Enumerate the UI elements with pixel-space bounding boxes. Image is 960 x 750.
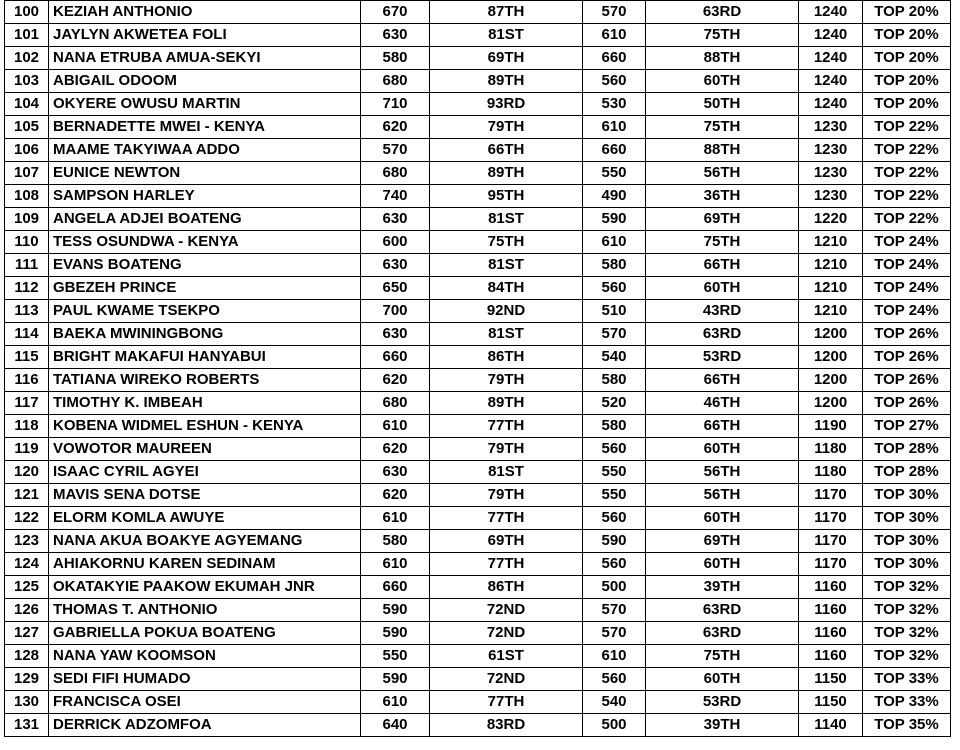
percentile-1-cell: 86TH <box>430 346 583 369</box>
total-score-cell: 1160 <box>799 576 863 599</box>
top-percent-cell: TOP 22% <box>863 208 951 231</box>
total-score-cell: 1240 <box>799 93 863 116</box>
rank-cell: 111 <box>5 254 49 277</box>
top-percent-cell: TOP 30% <box>863 507 951 530</box>
name-cell: BRIGHT MAKAFUI HANYABUI <box>49 346 361 369</box>
percentile-1-cell: 81ST <box>430 24 583 47</box>
table-row <box>5 139 951 162</box>
name-cell: TATIANA WIREKO ROBERTS <box>49 369 361 392</box>
score-1-cell: 630 <box>361 323 430 346</box>
score-1-cell: 610 <box>361 691 430 714</box>
score-1-cell: 620 <box>361 369 430 392</box>
name-cell: BERNADETTE MWEI - KENYA <box>49 116 361 139</box>
table-row <box>5 691 951 714</box>
name-cell: AHIAKORNU KAREN SEDINAM <box>49 553 361 576</box>
results-table <box>4 0 951 737</box>
rank-cell: 102 <box>5 47 49 70</box>
table-row <box>5 208 951 231</box>
total-score-cell: 1230 <box>799 162 863 185</box>
percentile-1-cell: 79TH <box>430 438 583 461</box>
rank-cell: 100 <box>5 1 49 24</box>
top-percent-cell: TOP 26% <box>863 323 951 346</box>
top-percent-cell: TOP 32% <box>863 645 951 668</box>
name-cell: GBEZEH PRINCE <box>49 277 361 300</box>
rank-cell: 103 <box>5 70 49 93</box>
table-row <box>5 116 951 139</box>
score-2-cell: 590 <box>583 208 646 231</box>
table-row <box>5 231 951 254</box>
name-cell: KOBENA WIDMEL ESHUN - KENYA <box>49 415 361 438</box>
name-cell: ISAAC CYRIL AGYEI <box>49 461 361 484</box>
name-cell: MAAME TAKYIWAA ADDO <box>49 139 361 162</box>
rank-cell: 117 <box>5 392 49 415</box>
score-1-cell: 590 <box>361 668 430 691</box>
score-2-cell: 540 <box>583 691 646 714</box>
percentile-1-cell: 81ST <box>430 208 583 231</box>
percentile-2-cell: 36TH <box>646 185 799 208</box>
score-2-cell: 570 <box>583 622 646 645</box>
top-percent-cell: TOP 20% <box>863 24 951 47</box>
total-score-cell: 1200 <box>799 369 863 392</box>
rank-cell: 113 <box>5 300 49 323</box>
score-2-cell: 610 <box>583 116 646 139</box>
top-percent-cell: TOP 30% <box>863 553 951 576</box>
percentile-2-cell: 60TH <box>646 507 799 530</box>
score-1-cell: 630 <box>361 254 430 277</box>
total-score-cell: 1230 <box>799 185 863 208</box>
rank-cell: 125 <box>5 576 49 599</box>
percentile-2-cell: 39TH <box>646 576 799 599</box>
total-score-cell: 1210 <box>799 254 863 277</box>
rank-cell: 129 <box>5 668 49 691</box>
total-score-cell: 1160 <box>799 622 863 645</box>
percentile-2-cell: 63RD <box>646 1 799 24</box>
top-percent-cell: TOP 27% <box>863 415 951 438</box>
percentile-1-cell: 77TH <box>430 553 583 576</box>
table-row <box>5 415 951 438</box>
score-2-cell: 560 <box>583 553 646 576</box>
score-1-cell: 710 <box>361 93 430 116</box>
score-1-cell: 620 <box>361 484 430 507</box>
percentile-1-cell: 72ND <box>430 622 583 645</box>
score-2-cell: 570 <box>583 599 646 622</box>
percentile-1-cell: 89TH <box>430 392 583 415</box>
score-1-cell: 610 <box>361 507 430 530</box>
top-percent-cell: TOP 30% <box>863 484 951 507</box>
score-1-cell: 640 <box>361 714 430 737</box>
name-cell: FRANCISCA OSEI <box>49 691 361 714</box>
table-row <box>5 576 951 599</box>
score-2-cell: 510 <box>583 300 646 323</box>
score-1-cell: 680 <box>361 392 430 415</box>
score-1-cell: 600 <box>361 231 430 254</box>
percentile-1-cell: 72ND <box>430 668 583 691</box>
table-row <box>5 300 951 323</box>
total-score-cell: 1160 <box>799 599 863 622</box>
percentile-2-cell: 53RD <box>646 691 799 714</box>
table-row <box>5 1 951 24</box>
score-2-cell: 560 <box>583 70 646 93</box>
percentile-2-cell: 56TH <box>646 484 799 507</box>
rank-cell: 121 <box>5 484 49 507</box>
rank-cell: 118 <box>5 415 49 438</box>
percentile-2-cell: 75TH <box>646 116 799 139</box>
rank-cell: 105 <box>5 116 49 139</box>
top-percent-cell: TOP 32% <box>863 599 951 622</box>
percentile-2-cell: 56TH <box>646 461 799 484</box>
rank-cell: 114 <box>5 323 49 346</box>
percentile-2-cell: 60TH <box>646 668 799 691</box>
top-percent-cell: TOP 33% <box>863 691 951 714</box>
score-2-cell: 560 <box>583 438 646 461</box>
table-row <box>5 438 951 461</box>
score-2-cell: 550 <box>583 484 646 507</box>
table-row <box>5 47 951 70</box>
top-percent-cell: TOP 24% <box>863 231 951 254</box>
score-1-cell: 590 <box>361 622 430 645</box>
percentile-1-cell: 81ST <box>430 323 583 346</box>
score-2-cell: 560 <box>583 507 646 530</box>
top-percent-cell: TOP 26% <box>863 392 951 415</box>
table-row <box>5 70 951 93</box>
top-percent-cell: TOP 22% <box>863 162 951 185</box>
percentile-1-cell: 69TH <box>430 530 583 553</box>
score-1-cell: 620 <box>361 116 430 139</box>
percentile-1-cell: 92ND <box>430 300 583 323</box>
rank-cell: 112 <box>5 277 49 300</box>
rank-cell: 130 <box>5 691 49 714</box>
table-row <box>5 346 951 369</box>
top-percent-cell: TOP 24% <box>863 277 951 300</box>
rank-cell: 108 <box>5 185 49 208</box>
total-score-cell: 1170 <box>799 507 863 530</box>
rank-cell: 127 <box>5 622 49 645</box>
percentile-2-cell: 75TH <box>646 645 799 668</box>
score-2-cell: 660 <box>583 47 646 70</box>
percentile-2-cell: 66TH <box>646 254 799 277</box>
score-1-cell: 740 <box>361 185 430 208</box>
total-score-cell: 1150 <box>799 668 863 691</box>
percentile-1-cell: 81ST <box>430 461 583 484</box>
total-score-cell: 1170 <box>799 530 863 553</box>
table-row <box>5 645 951 668</box>
percentile-2-cell: 60TH <box>646 277 799 300</box>
name-cell: TIMOTHY K. IMBEAH <box>49 392 361 415</box>
table-row <box>5 24 951 47</box>
total-score-cell: 1240 <box>799 70 863 93</box>
score-1-cell: 620 <box>361 438 430 461</box>
score-2-cell: 610 <box>583 231 646 254</box>
score-2-cell: 580 <box>583 254 646 277</box>
score-2-cell: 610 <box>583 24 646 47</box>
percentile-1-cell: 93RD <box>430 93 583 116</box>
name-cell: MAVIS SENA DOTSE <box>49 484 361 507</box>
name-cell: SAMPSON HARLEY <box>49 185 361 208</box>
percentile-1-cell: 81ST <box>430 254 583 277</box>
table-row <box>5 484 951 507</box>
percentile-1-cell: 77TH <box>430 691 583 714</box>
percentile-2-cell: 88TH <box>646 47 799 70</box>
percentile-1-cell: 79TH <box>430 369 583 392</box>
percentile-2-cell: 46TH <box>646 392 799 415</box>
top-percent-cell: TOP 35% <box>863 714 951 737</box>
percentile-2-cell: 39TH <box>646 714 799 737</box>
total-score-cell: 1140 <box>799 714 863 737</box>
top-percent-cell: TOP 22% <box>863 185 951 208</box>
name-cell: TESS OSUNDWA - KENYA <box>49 231 361 254</box>
name-cell: PAUL KWAME TSEKPO <box>49 300 361 323</box>
name-cell: ANGELA ADJEI BOATENG <box>49 208 361 231</box>
percentile-2-cell: 63RD <box>646 622 799 645</box>
top-percent-cell: TOP 33% <box>863 668 951 691</box>
table-row <box>5 254 951 277</box>
total-score-cell: 1180 <box>799 438 863 461</box>
percentile-1-cell: 89TH <box>430 70 583 93</box>
name-cell: DERRICK ADZOMFOA <box>49 714 361 737</box>
percentile-2-cell: 69TH <box>646 530 799 553</box>
rank-cell: 107 <box>5 162 49 185</box>
name-cell: EUNICE NEWTON <box>49 162 361 185</box>
top-percent-cell: TOP 30% <box>863 530 951 553</box>
top-percent-cell: TOP 20% <box>863 93 951 116</box>
score-1-cell: 660 <box>361 346 430 369</box>
name-cell: NANA ETRUBA AMUA-SEKYI <box>49 47 361 70</box>
top-percent-cell: TOP 24% <box>863 300 951 323</box>
table-row <box>5 277 951 300</box>
percentile-1-cell: 77TH <box>430 415 583 438</box>
top-percent-cell: TOP 28% <box>863 461 951 484</box>
score-1-cell: 610 <box>361 415 430 438</box>
name-cell: VOWOTOR MAUREEN <box>49 438 361 461</box>
table-row <box>5 714 951 737</box>
rank-cell: 124 <box>5 553 49 576</box>
total-score-cell: 1200 <box>799 323 863 346</box>
percentile-2-cell: 66TH <box>646 369 799 392</box>
percentile-2-cell: 69TH <box>646 208 799 231</box>
percentile-2-cell: 75TH <box>646 231 799 254</box>
percentile-1-cell: 61ST <box>430 645 583 668</box>
name-cell: OKYERE OWUSU MARTIN <box>49 93 361 116</box>
top-percent-cell: TOP 20% <box>863 1 951 24</box>
percentile-1-cell: 77TH <box>430 507 583 530</box>
score-1-cell: 570 <box>361 139 430 162</box>
rank-cell: 101 <box>5 24 49 47</box>
rank-cell: 126 <box>5 599 49 622</box>
rank-cell: 131 <box>5 714 49 737</box>
top-percent-cell: TOP 28% <box>863 438 951 461</box>
score-1-cell: 590 <box>361 599 430 622</box>
total-score-cell: 1220 <box>799 208 863 231</box>
percentile-1-cell: 79TH <box>430 484 583 507</box>
score-2-cell: 550 <box>583 461 646 484</box>
total-score-cell: 1210 <box>799 231 863 254</box>
score-2-cell: 530 <box>583 93 646 116</box>
score-1-cell: 580 <box>361 530 430 553</box>
percentile-1-cell: 87TH <box>430 1 583 24</box>
percentile-2-cell: 63RD <box>646 599 799 622</box>
rank-cell: 128 <box>5 645 49 668</box>
score-2-cell: 660 <box>583 139 646 162</box>
top-percent-cell: TOP 24% <box>863 254 951 277</box>
total-score-cell: 1150 <box>799 691 863 714</box>
percentile-2-cell: 63RD <box>646 323 799 346</box>
name-cell: OKATAKYIE PAAKOW EKUMAH JNR <box>49 576 361 599</box>
rank-cell: 122 <box>5 507 49 530</box>
percentile-1-cell: 86TH <box>430 576 583 599</box>
name-cell: GABRIELLA POKUA BOATENG <box>49 622 361 645</box>
score-1-cell: 610 <box>361 553 430 576</box>
score-2-cell: 570 <box>583 1 646 24</box>
name-cell: EVANS BOATENG <box>49 254 361 277</box>
rank-cell: 123 <box>5 530 49 553</box>
rank-cell: 104 <box>5 93 49 116</box>
score-2-cell: 500 <box>583 714 646 737</box>
score-1-cell: 580 <box>361 47 430 70</box>
top-percent-cell: TOP 22% <box>863 116 951 139</box>
name-cell: JAYLYN AKWETEA FOLI <box>49 24 361 47</box>
total-score-cell: 1230 <box>799 116 863 139</box>
percentile-1-cell: 79TH <box>430 116 583 139</box>
top-percent-cell: TOP 20% <box>863 47 951 70</box>
score-2-cell: 540 <box>583 346 646 369</box>
top-percent-cell: TOP 20% <box>863 70 951 93</box>
table-row <box>5 93 951 116</box>
rank-cell: 116 <box>5 369 49 392</box>
total-score-cell: 1190 <box>799 415 863 438</box>
top-percent-cell: TOP 26% <box>863 346 951 369</box>
name-cell: THOMAS T. ANTHONIO <box>49 599 361 622</box>
percentile-2-cell: 66TH <box>646 415 799 438</box>
rank-cell: 120 <box>5 461 49 484</box>
top-percent-cell: TOP 22% <box>863 139 951 162</box>
table-row <box>5 553 951 576</box>
score-2-cell: 550 <box>583 162 646 185</box>
percentile-2-cell: 75TH <box>646 24 799 47</box>
percentile-2-cell: 60TH <box>646 438 799 461</box>
rank-cell: 106 <box>5 139 49 162</box>
name-cell: ABIGAIL ODOOM <box>49 70 361 93</box>
score-2-cell: 560 <box>583 277 646 300</box>
score-1-cell: 630 <box>361 24 430 47</box>
score-2-cell: 590 <box>583 530 646 553</box>
top-percent-cell: TOP 26% <box>863 369 951 392</box>
score-2-cell: 560 <box>583 668 646 691</box>
score-2-cell: 520 <box>583 392 646 415</box>
total-score-cell: 1230 <box>799 139 863 162</box>
table-row <box>5 392 951 415</box>
total-score-cell: 1210 <box>799 277 863 300</box>
total-score-cell: 1200 <box>799 392 863 415</box>
score-2-cell: 610 <box>583 645 646 668</box>
total-score-cell: 1240 <box>799 47 863 70</box>
table-row <box>5 507 951 530</box>
total-score-cell: 1180 <box>799 461 863 484</box>
score-1-cell: 630 <box>361 461 430 484</box>
table-row <box>5 622 951 645</box>
score-1-cell: 660 <box>361 576 430 599</box>
score-1-cell: 680 <box>361 70 430 93</box>
score-2-cell: 580 <box>583 369 646 392</box>
percentile-2-cell: 43RD <box>646 300 799 323</box>
percentile-1-cell: 83RD <box>430 714 583 737</box>
results-body <box>5 1 951 737</box>
percentile-2-cell: 53RD <box>646 346 799 369</box>
percentile-2-cell: 60TH <box>646 70 799 93</box>
score-1-cell: 670 <box>361 1 430 24</box>
name-cell: ELORM KOMLA AWUYE <box>49 507 361 530</box>
top-percent-cell: TOP 32% <box>863 622 951 645</box>
rank-cell: 119 <box>5 438 49 461</box>
score-1-cell: 630 <box>361 208 430 231</box>
percentile-1-cell: 89TH <box>430 162 583 185</box>
rank-cell: 110 <box>5 231 49 254</box>
table-row <box>5 162 951 185</box>
score-2-cell: 570 <box>583 323 646 346</box>
total-score-cell: 1200 <box>799 346 863 369</box>
percentile-2-cell: 60TH <box>646 553 799 576</box>
total-score-cell: 1240 <box>799 1 863 24</box>
name-cell: NANA YAW KOOMSON <box>49 645 361 668</box>
rank-cell: 109 <box>5 208 49 231</box>
score-2-cell: 500 <box>583 576 646 599</box>
top-percent-cell: TOP 32% <box>863 576 951 599</box>
percentile-1-cell: 95TH <box>430 185 583 208</box>
table-row <box>5 323 951 346</box>
table-row <box>5 668 951 691</box>
name-cell: NANA AKUA BOAKYE AGYEMANG <box>49 530 361 553</box>
total-score-cell: 1210 <box>799 300 863 323</box>
percentile-1-cell: 66TH <box>430 139 583 162</box>
name-cell: BAEKA MWININGBONG <box>49 323 361 346</box>
score-1-cell: 700 <box>361 300 430 323</box>
name-cell: SEDI FIFI HUMADO <box>49 668 361 691</box>
percentile-2-cell: 56TH <box>646 162 799 185</box>
total-score-cell: 1160 <box>799 645 863 668</box>
table-row <box>5 530 951 553</box>
table-row <box>5 461 951 484</box>
score-1-cell: 650 <box>361 277 430 300</box>
percentile-2-cell: 50TH <box>646 93 799 116</box>
table-row <box>5 599 951 622</box>
rank-cell: 115 <box>5 346 49 369</box>
percentile-1-cell: 69TH <box>430 47 583 70</box>
total-score-cell: 1170 <box>799 484 863 507</box>
total-score-cell: 1240 <box>799 24 863 47</box>
score-1-cell: 680 <box>361 162 430 185</box>
total-score-cell: 1170 <box>799 553 863 576</box>
score-1-cell: 550 <box>361 645 430 668</box>
table-row <box>5 185 951 208</box>
score-2-cell: 490 <box>583 185 646 208</box>
percentile-1-cell: 84TH <box>430 277 583 300</box>
percentile-1-cell: 72ND <box>430 599 583 622</box>
name-cell: KEZIAH ANTHONIO <box>49 1 361 24</box>
percentile-2-cell: 88TH <box>646 139 799 162</box>
table-row <box>5 369 951 392</box>
score-2-cell: 580 <box>583 415 646 438</box>
percentile-1-cell: 75TH <box>430 231 583 254</box>
